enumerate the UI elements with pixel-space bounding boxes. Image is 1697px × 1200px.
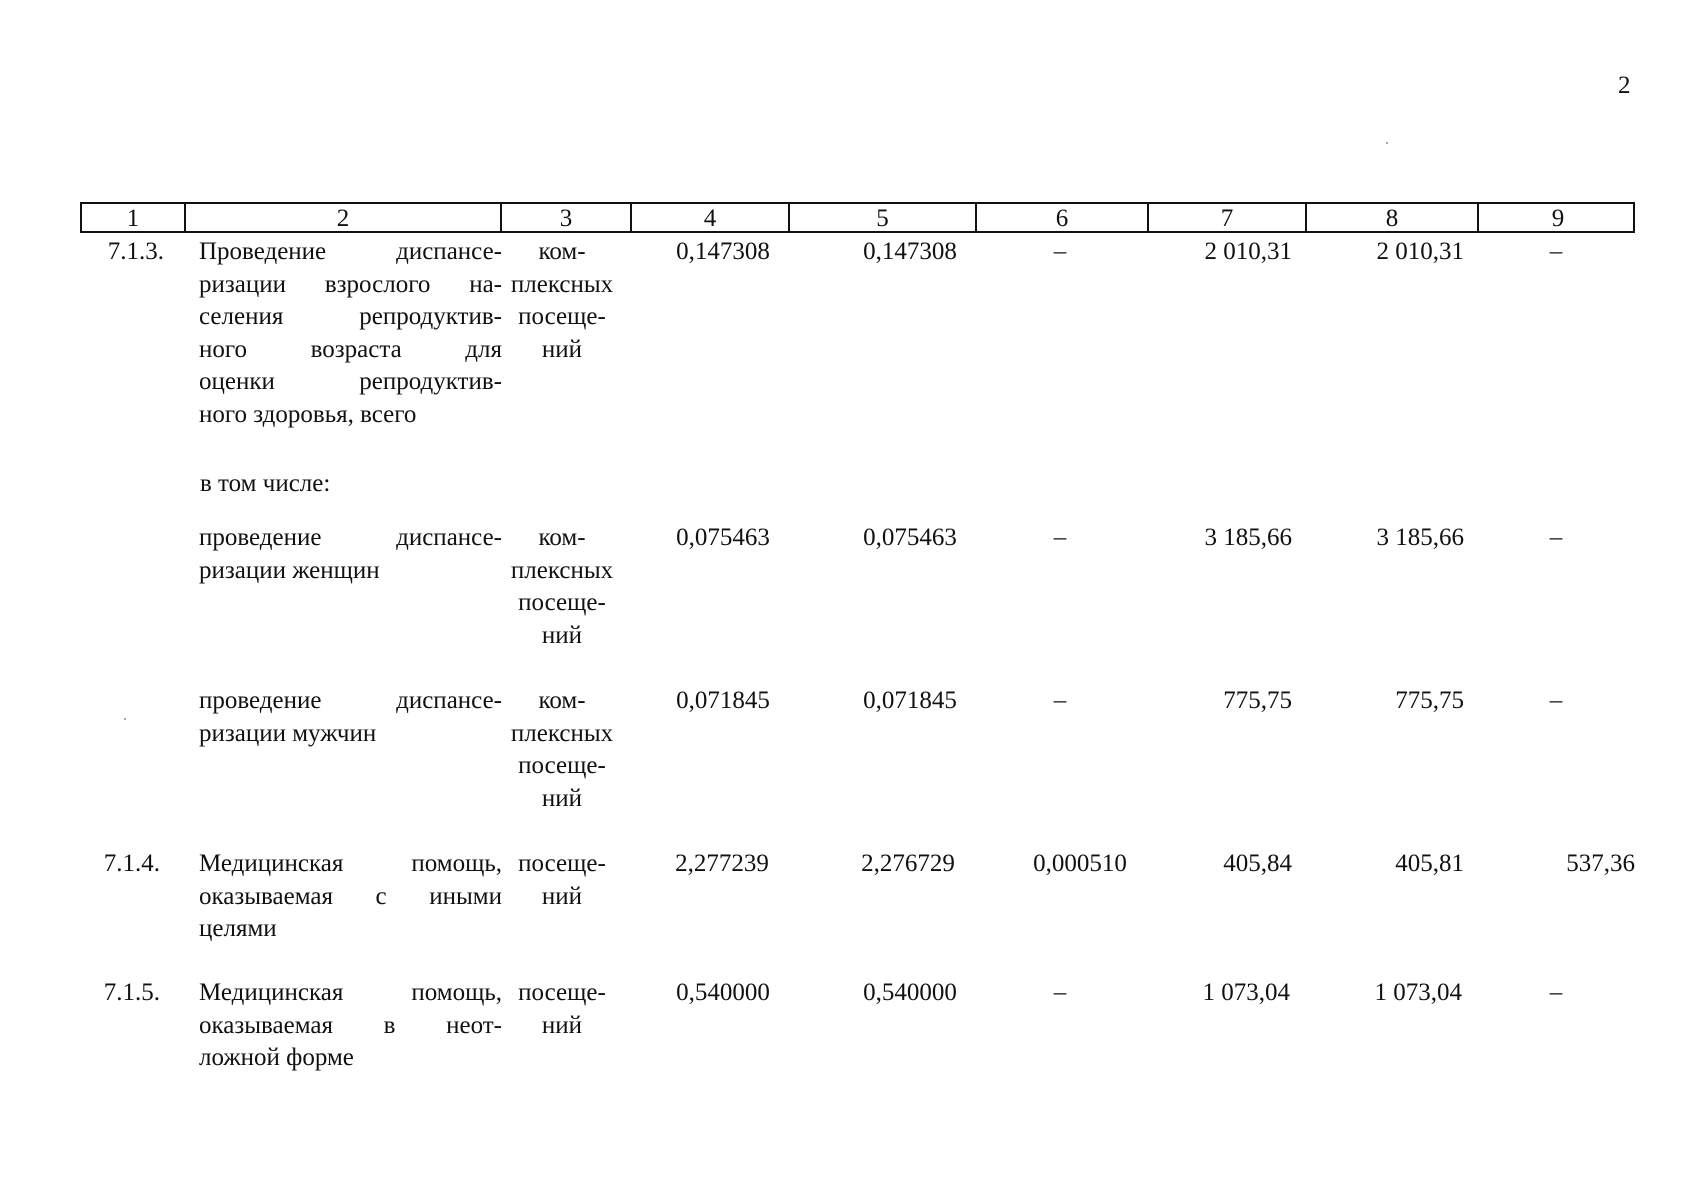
cell-col-8: 2 010,31 bbox=[1376, 238, 1464, 265]
cell-col-5: 2,276729 bbox=[861, 850, 955, 877]
row-unit: посеще- ний bbox=[518, 850, 606, 910]
cell-col-6: – bbox=[1053, 524, 1067, 551]
cell-col-7: 1 073,04 bbox=[1202, 979, 1290, 1006]
row-description: проведение диспансе- ризации мужчин bbox=[199, 687, 502, 747]
cell-col-9: – bbox=[1549, 687, 1563, 714]
cell-col-7: 2 010,31 bbox=[1204, 238, 1292, 265]
cell-col-9: – bbox=[1549, 524, 1563, 551]
cell-col-5: 0,147308 bbox=[863, 238, 957, 265]
scan-speck bbox=[124, 718, 126, 720]
cell-col-6: 0,000510 bbox=[1033, 850, 1127, 877]
scan-speck bbox=[1386, 142, 1388, 144]
page-number: 2 bbox=[1618, 72, 1631, 99]
row-unit: ком- плексных посеще- ний bbox=[510, 687, 614, 812]
cell-col-4: 2,277239 bbox=[675, 850, 769, 877]
row-description: проведение диспансе- ризации женщин bbox=[199, 524, 502, 584]
row-number: 7.1.5. bbox=[103, 979, 160, 1006]
header-col-3: 3 bbox=[502, 204, 632, 231]
cell-col-8: 1 073,04 bbox=[1374, 979, 1462, 1006]
cell-col-7: 775,75 bbox=[1223, 687, 1292, 714]
row-description: Медицинская помощь, оказываемая в неот- ложной форме bbox=[199, 979, 502, 1072]
cell-col-6: – bbox=[1053, 238, 1067, 265]
cell-col-8: 3 185,66 bbox=[1376, 524, 1464, 551]
cell-col-9: – bbox=[1549, 979, 1563, 1006]
header-col-1: 1 bbox=[82, 204, 186, 231]
cell-col-7: 3 185,66 bbox=[1204, 524, 1292, 551]
cell-col-9: – bbox=[1549, 238, 1563, 265]
header-col-5: 5 bbox=[790, 204, 977, 231]
header-col-9: 9 bbox=[1551, 205, 1565, 232]
cell-col-4: 0,540000 bbox=[676, 979, 770, 1006]
cell-col-5: 0,075463 bbox=[863, 524, 957, 551]
cell-col-5: 0,540000 bbox=[863, 979, 957, 1006]
header-col-2: 2 bbox=[186, 204, 502, 231]
cell-col-4: 0,071845 bbox=[676, 687, 770, 714]
cell-col-4: 0,147308 bbox=[676, 238, 770, 265]
subheading-including: в том числе: bbox=[200, 470, 331, 497]
header-col-4: 4 bbox=[632, 204, 790, 231]
cell-col-8: 775,75 bbox=[1395, 687, 1464, 714]
table-header-row bbox=[80, 202, 1635, 233]
row-description: Проведение диспансе- ризации взрослого на- селения репродуктив- ного возраста для оценки репродуктив- ного здоровья, всего bbox=[199, 238, 502, 428]
header-col-7: 7 bbox=[1149, 204, 1307, 231]
cell-col-5: 0,071845 bbox=[863, 687, 957, 714]
cell-col-6: – bbox=[1053, 687, 1067, 714]
row-number: 7.1.4. bbox=[103, 850, 160, 877]
row-unit: ком- плексных посеще- ний bbox=[510, 524, 614, 649]
cell-col-8: 405,81 bbox=[1395, 850, 1464, 877]
row-description: Медицинская помощь, оказываемая с иными целями bbox=[199, 850, 502, 943]
header-col-6: 6 bbox=[977, 204, 1149, 231]
row-unit: ком- плексных посеще- ний bbox=[510, 238, 614, 363]
cell-col-4: 0,075463 bbox=[676, 524, 770, 551]
row-number: 7.1.3. bbox=[107, 238, 164, 265]
cell-col-7: 405,84 bbox=[1223, 850, 1292, 877]
cell-col-6: – bbox=[1053, 979, 1067, 1006]
header-col-8: 8 bbox=[1307, 204, 1479, 231]
row-unit: посеще- ний bbox=[518, 979, 606, 1039]
cell-col-9: 537,36 bbox=[1566, 850, 1635, 877]
